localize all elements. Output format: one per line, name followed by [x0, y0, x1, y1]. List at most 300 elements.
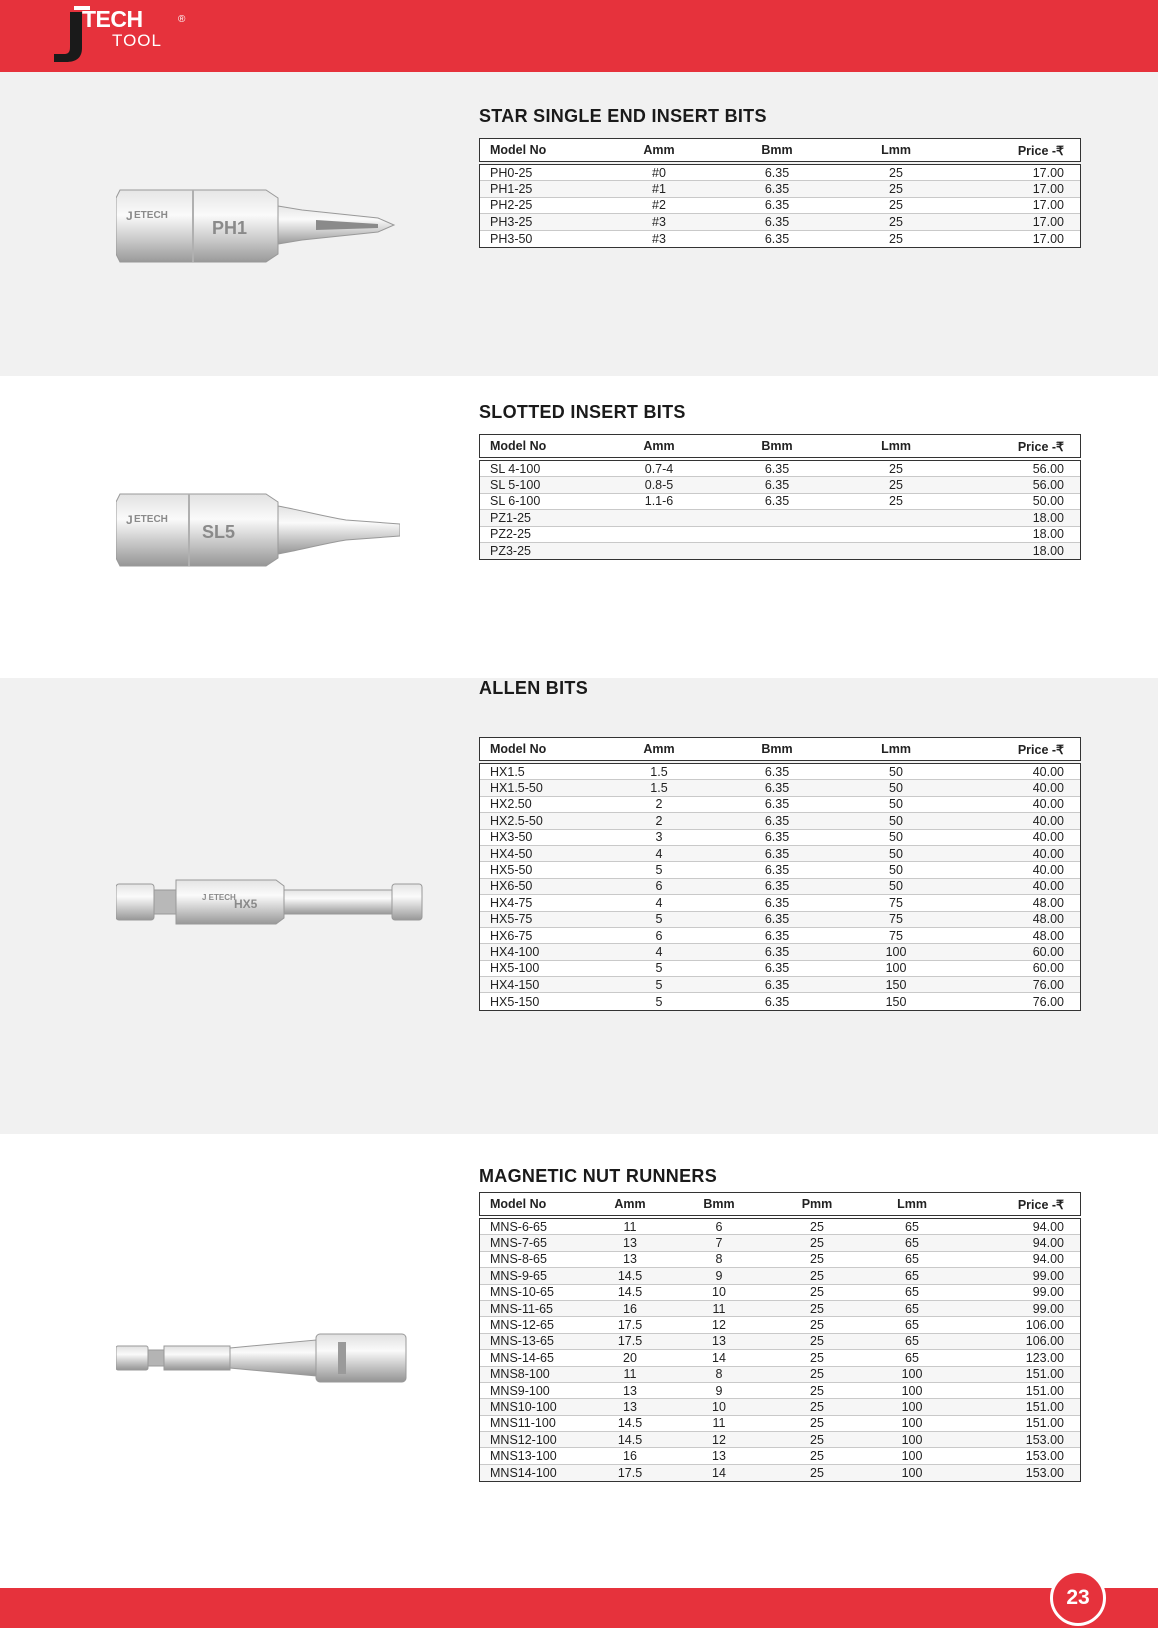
table-cell: 50 — [889, 781, 903, 796]
table-cell: 65 — [905, 1301, 919, 1316]
table-cell: 40.00 — [1032, 781, 1064, 796]
table-row — [480, 477, 1080, 493]
logo-sub-text: TOOL — [112, 31, 162, 50]
table-cell: 48.00 — [1032, 928, 1064, 943]
table-cell: 6 — [715, 1219, 723, 1234]
col-amm: Amm — [643, 143, 675, 157]
table-cell: 9 — [715, 1268, 723, 1283]
table-row — [480, 543, 1080, 559]
table-cell: MNS12-100 — [490, 1432, 557, 1447]
table-cell: #3 — [652, 231, 666, 246]
table-cell: 10 — [712, 1399, 726, 1414]
table-row — [480, 494, 1080, 510]
section-title: STAR SINGLE END INSERT BITS — [479, 106, 767, 126]
table-cell: 6.35 — [764, 478, 790, 493]
table-header — [479, 138, 1081, 162]
table-cell: 6.35 — [764, 846, 790, 861]
table-cell: 50 — [889, 764, 903, 779]
table-body — [479, 164, 1081, 248]
table-cell: 11 — [623, 1219, 637, 1234]
table-cell: 65 — [905, 1285, 919, 1300]
table-cell: 60.00 — [1032, 944, 1064, 959]
table-cell: 25 — [810, 1268, 824, 1283]
table-cell: 5 — [655, 994, 663, 1009]
table-header — [479, 1192, 1081, 1216]
table-cell: 12 — [712, 1318, 726, 1333]
table-row — [480, 879, 1080, 895]
table-cell: 25 — [889, 478, 903, 493]
table-cell: MNS-8-65 — [490, 1252, 547, 1267]
table-cell: HX4-50 — [490, 846, 533, 861]
section-title: MAGNETIC NUT RUNNERS — [479, 1166, 717, 1186]
table-cell: 18.00 — [1032, 544, 1064, 559]
table-cell: 65 — [905, 1219, 919, 1234]
table-cell: 50.00 — [1032, 494, 1064, 509]
table-cell: 10 — [712, 1285, 726, 1300]
table-cell: 4 — [655, 944, 663, 959]
table-cell: 151.00 — [1025, 1416, 1064, 1431]
col-price: Price -₹ — [1017, 742, 1064, 757]
price-table-star-bits — [479, 138, 1081, 248]
table-row — [480, 461, 1080, 477]
table-cell: SL 5-100 — [490, 478, 541, 493]
table-cell: 8 — [715, 1252, 723, 1267]
table-cell: 17.5 — [617, 1466, 643, 1481]
table-row — [480, 1350, 1080, 1366]
table-cell: 153.00 — [1025, 1466, 1064, 1481]
table-row — [480, 165, 1080, 181]
table-cell: 14.5 — [617, 1268, 643, 1283]
table-cell: HX6-75 — [490, 928, 533, 943]
col-price: Price -₹ — [1017, 1197, 1064, 1212]
table-row — [480, 928, 1080, 944]
table-cell: 6.35 — [764, 494, 790, 509]
table-cell: PZ1-25 — [490, 510, 531, 525]
table-body — [479, 1218, 1081, 1482]
table-body — [479, 460, 1081, 560]
table-cell: 6.35 — [764, 764, 790, 779]
table-row — [480, 1235, 1080, 1251]
table-cell: 1.5 — [650, 781, 668, 796]
col-price: Price -₹ — [1017, 439, 1064, 454]
table-header — [479, 737, 1081, 761]
table-cell: 150 — [885, 977, 907, 992]
col-lmm: Lmm — [881, 439, 911, 453]
table-cell: 123.00 — [1025, 1350, 1064, 1365]
svg-text:ETECH: ETECH — [134, 210, 168, 221]
table-cell: 56.00 — [1032, 478, 1064, 493]
col-model-no: Model No — [490, 1197, 547, 1211]
col-lmm: Lmm — [881, 742, 911, 756]
table-cell: HX2.50 — [490, 797, 532, 812]
table-cell: 0.8-5 — [644, 478, 674, 493]
price-table-nut-runners — [479, 1192, 1081, 1482]
table-cell: 4 — [655, 895, 663, 910]
table-cell: 40.00 — [1032, 863, 1064, 878]
table-cell: 100 — [901, 1383, 923, 1398]
table-cell: 25 — [889, 494, 903, 509]
svg-text:PH1: PH1 — [212, 218, 248, 238]
col-bmm: Bmm — [761, 143, 793, 157]
table-cell: 8 — [715, 1367, 723, 1382]
table-cell: 99.00 — [1032, 1268, 1064, 1283]
table-cell: 25 — [810, 1236, 824, 1251]
table-cell: HX3-50 — [490, 830, 533, 845]
table-cell: 6.35 — [764, 781, 790, 796]
table-row — [480, 510, 1080, 526]
table-cell: 6 — [655, 879, 663, 894]
table-row — [480, 231, 1080, 247]
table-cell: 48.00 — [1032, 895, 1064, 910]
svg-text:J: J — [126, 513, 133, 527]
table-cell: MNS-11-65 — [490, 1301, 553, 1316]
table-cell: 40.00 — [1032, 764, 1064, 779]
table-cell: 6.35 — [764, 863, 790, 878]
table-cell: HX5-100 — [490, 961, 540, 976]
table-cell: 65 — [905, 1236, 919, 1251]
table-cell: 17.00 — [1032, 165, 1064, 180]
svg-text:SL5: SL5 — [202, 522, 236, 542]
table-cell: 5 — [655, 912, 663, 927]
table-row — [480, 993, 1080, 1009]
logo-brand-text: TECH — [82, 6, 143, 32]
table-cell: MNS11-100 — [490, 1416, 556, 1431]
table-cell: 50 — [889, 797, 903, 812]
table-cell: 100 — [901, 1466, 923, 1481]
table-cell: 1.1-6 — [644, 494, 674, 509]
table-cell: 16 — [623, 1301, 637, 1316]
table-cell: 0.7-4 — [644, 461, 674, 476]
allen-bit-image — [116, 876, 428, 928]
table-cell: 153.00 — [1025, 1449, 1064, 1464]
table-cell: 100 — [885, 961, 907, 976]
table-cell: 5 — [655, 977, 663, 992]
table-cell: 6.35 — [764, 879, 790, 894]
table-cell: 99.00 — [1032, 1301, 1064, 1316]
table-cell: MNS9-100 — [490, 1383, 550, 1398]
col-bmm: Bmm — [703, 1197, 735, 1211]
table-row — [480, 181, 1080, 197]
table-cell: HX4-100 — [490, 944, 540, 959]
table-cell: 6.35 — [764, 977, 790, 992]
col-price: Price -₹ — [1017, 143, 1064, 158]
table-row — [480, 813, 1080, 829]
table-cell: 40.00 — [1032, 797, 1064, 812]
slotted-bit-image — [116, 488, 400, 570]
table-cell: MNS-9-65 — [490, 1268, 547, 1283]
table-row — [480, 1448, 1080, 1464]
table-cell: 1.5 — [650, 764, 668, 779]
table-cell: 2 — [655, 813, 663, 828]
table-cell: 25 — [889, 198, 903, 213]
table-cell: 5 — [655, 863, 663, 878]
table-cell: 14.5 — [617, 1285, 643, 1300]
table-cell: 50 — [889, 846, 903, 861]
table-cell: 40.00 — [1032, 830, 1064, 845]
table-cell: HX1.5-50 — [490, 781, 543, 796]
table-cell: MNS8-100 — [490, 1367, 550, 1382]
svg-text:HX5: HX5 — [234, 897, 258, 911]
table-cell: 6.35 — [764, 198, 790, 213]
table-cell: MNS-13-65 — [490, 1334, 554, 1349]
table-cell: 6.35 — [764, 165, 790, 180]
col-amm: Amm — [643, 439, 675, 453]
table-row — [480, 764, 1080, 780]
table-cell: HX5-150 — [490, 994, 540, 1009]
table-cell: 50 — [889, 830, 903, 845]
table-cell: 6 — [655, 928, 663, 943]
col-lmm: Lmm — [897, 1197, 927, 1211]
table-cell: 94.00 — [1032, 1236, 1064, 1251]
table-row — [480, 780, 1080, 796]
table-cell: 65 — [905, 1350, 919, 1365]
table-cell: 5 — [655, 961, 663, 976]
table-cell: 16 — [623, 1449, 637, 1464]
svg-text:J ETECH: J ETECH — [202, 893, 236, 902]
table-cell: 13 — [623, 1383, 637, 1398]
table-cell: 6.35 — [764, 182, 790, 197]
table-cell: MNS-10-65 — [490, 1285, 554, 1300]
table-cell: 11 — [712, 1416, 726, 1431]
table-cell: 6.35 — [764, 461, 790, 476]
table-cell: 76.00 — [1032, 994, 1064, 1009]
table-cell: 17.00 — [1032, 182, 1064, 197]
table-cell: 14 — [712, 1466, 726, 1481]
table-cell: 13 — [623, 1236, 637, 1251]
col-model-no: Model No — [490, 143, 547, 157]
table-cell: 17.5 — [617, 1334, 643, 1349]
table-cell: 13 — [712, 1334, 726, 1349]
table-body — [479, 763, 1081, 1011]
table-cell: 25 — [810, 1252, 824, 1267]
table-cell: 100 — [901, 1399, 923, 1414]
table-cell: 13 — [623, 1399, 637, 1414]
table-cell: 76.00 — [1032, 977, 1064, 992]
table-row — [480, 1416, 1080, 1432]
table-cell: 65 — [905, 1268, 919, 1283]
section-allen-bits — [0, 678, 1158, 1134]
table-row — [480, 846, 1080, 862]
table-cell: #0 — [652, 165, 666, 180]
table-cell: 13 — [712, 1449, 726, 1464]
table-cell: 60.00 — [1032, 961, 1064, 976]
table-cell: 6.35 — [764, 994, 790, 1009]
table-cell: 150 — [885, 994, 907, 1009]
table-cell: 25 — [810, 1399, 824, 1414]
table-cell: 14.5 — [617, 1432, 643, 1447]
table-cell: 18.00 — [1032, 527, 1064, 542]
table-cell: 40.00 — [1032, 846, 1064, 861]
table-cell: 20 — [623, 1350, 637, 1365]
table-cell: MNS-6-65 — [490, 1219, 547, 1234]
table-row — [480, 1252, 1080, 1268]
table-row — [480, 1268, 1080, 1284]
table-cell: HX2.5-50 — [490, 813, 543, 828]
table-cell: #1 — [652, 182, 666, 197]
table-cell: 25 — [810, 1285, 824, 1300]
section-title: SLOTTED INSERT BITS — [479, 402, 686, 422]
table-cell: 25 — [889, 461, 903, 476]
table-cell: 12 — [712, 1432, 726, 1447]
col-lmm: Lmm — [881, 143, 911, 157]
table-cell: 6.35 — [764, 231, 790, 246]
col-bmm: Bmm — [761, 439, 793, 453]
table-cell: 153.00 — [1025, 1432, 1064, 1447]
table-cell: 6.35 — [764, 961, 790, 976]
table-cell: 151.00 — [1025, 1399, 1064, 1414]
table-cell: MNS14-100 — [490, 1466, 557, 1481]
table-row — [480, 1334, 1080, 1350]
col-model-no: Model No — [490, 439, 547, 453]
table-cell: 25 — [810, 1219, 824, 1234]
table-row — [480, 1383, 1080, 1399]
col-pmm: Pmm — [801, 1197, 833, 1211]
table-cell: 25 — [889, 231, 903, 246]
nut-runner-image — [116, 1330, 416, 1386]
table-cell: 50 — [889, 879, 903, 894]
table-cell: SL 6-100 — [490, 494, 541, 509]
table-cell: 11 — [623, 1367, 637, 1382]
page-number-badge: 23 — [1050, 1570, 1106, 1626]
table-cell: MNS-7-65 — [490, 1236, 547, 1251]
table-cell: MNS10-100 — [490, 1399, 557, 1414]
table-cell: SL 4-100 — [490, 461, 541, 476]
table-row — [480, 527, 1080, 543]
table-row — [480, 961, 1080, 977]
table-row — [480, 944, 1080, 960]
table-header — [479, 434, 1081, 458]
table-cell: 6.35 — [764, 797, 790, 812]
table-cell: 3 — [655, 830, 663, 845]
section-slotted-bits — [0, 376, 1158, 678]
table-cell: 40.00 — [1032, 879, 1064, 894]
table-cell: 48.00 — [1032, 912, 1064, 927]
table-cell: 14 — [712, 1350, 726, 1365]
table-row — [480, 198, 1080, 214]
star-bit-image — [116, 184, 400, 266]
table-cell: 25 — [810, 1466, 824, 1481]
table-cell: PH2-25 — [490, 198, 533, 213]
table-cell: 25 — [889, 214, 903, 229]
table-cell: HX4-75 — [490, 895, 533, 910]
col-amm: Amm — [614, 1197, 646, 1211]
table-cell: 106.00 — [1025, 1334, 1064, 1349]
table-cell: 7 — [715, 1236, 723, 1251]
table-cell: PH3-25 — [490, 214, 533, 229]
table-cell: 75 — [889, 912, 903, 927]
table-cell: PZ3-25 — [490, 544, 531, 559]
table-cell: 6.35 — [764, 813, 790, 828]
table-cell: MNS13-100 — [490, 1449, 557, 1464]
price-table-allen-bits — [479, 737, 1081, 1011]
table-cell: 25 — [810, 1367, 824, 1382]
table-cell: 13 — [623, 1252, 637, 1267]
table-cell: PZ2-25 — [490, 527, 531, 542]
table-cell: 94.00 — [1032, 1219, 1064, 1234]
header-bar — [0, 0, 1158, 72]
table-cell: 100 — [901, 1449, 923, 1464]
jetech-logo — [52, 4, 212, 66]
table-cell: 106.00 — [1025, 1318, 1064, 1333]
table-cell: 99.00 — [1032, 1285, 1064, 1300]
table-cell: 25 — [810, 1301, 824, 1316]
table-cell: 25 — [889, 165, 903, 180]
col-amm: Amm — [643, 742, 675, 756]
col-bmm: Bmm — [761, 742, 793, 756]
table-cell: 50 — [889, 863, 903, 878]
table-cell: #2 — [652, 198, 666, 213]
table-row — [480, 912, 1080, 928]
table-cell: 75 — [889, 928, 903, 943]
col-model-no: Model No — [490, 742, 547, 756]
table-cell: 6.35 — [764, 830, 790, 845]
table-cell: 50 — [889, 813, 903, 828]
logo-registered-mark: ® — [178, 14, 186, 25]
table-cell: 25 — [810, 1383, 824, 1398]
footer-bar — [0, 1588, 1158, 1628]
table-cell: 11 — [712, 1301, 726, 1316]
table-cell: 4 — [655, 846, 663, 861]
table-cell: 6.35 — [764, 895, 790, 910]
price-table-slotted-bits — [479, 434, 1081, 560]
table-cell: 56.00 — [1032, 461, 1064, 476]
table-cell: 25 — [889, 182, 903, 197]
table-cell: 75 — [889, 895, 903, 910]
section-title: ALLEN BITS — [479, 678, 588, 698]
table-cell: 14.5 — [617, 1416, 643, 1431]
table-cell: 2 — [655, 797, 663, 812]
table-row — [480, 977, 1080, 993]
table-cell: 25 — [810, 1350, 824, 1365]
table-cell: 17.00 — [1032, 198, 1064, 213]
table-row — [480, 862, 1080, 878]
table-cell: #3 — [652, 214, 666, 229]
table-cell: 18.00 — [1032, 510, 1064, 525]
section-star-bits — [0, 72, 1158, 376]
table-row — [480, 797, 1080, 813]
table-row — [480, 1399, 1080, 1415]
table-cell: 25 — [810, 1318, 824, 1333]
table-row — [480, 1317, 1080, 1333]
table-cell: 151.00 — [1025, 1367, 1064, 1382]
table-cell: 17.00 — [1032, 231, 1064, 246]
table-cell: 94.00 — [1032, 1252, 1064, 1267]
table-cell: HX1.5 — [490, 764, 525, 779]
table-cell: 6.35 — [764, 912, 790, 927]
table-cell: 100 — [901, 1432, 923, 1447]
table-row — [480, 1285, 1080, 1301]
table-cell: 6.35 — [764, 944, 790, 959]
table-cell: 65 — [905, 1252, 919, 1267]
table-cell: 151.00 — [1025, 1383, 1064, 1398]
table-row — [480, 830, 1080, 846]
table-cell: 100 — [901, 1367, 923, 1382]
table-cell: 6.35 — [764, 214, 790, 229]
table-cell: 6.35 — [764, 928, 790, 943]
table-cell: 100 — [885, 944, 907, 959]
table-cell: PH1-25 — [490, 182, 533, 197]
section-magnetic-nut-runners — [0, 1134, 1158, 1588]
table-cell: 17.00 — [1032, 214, 1064, 229]
table-cell: MNS-12-65 — [490, 1318, 554, 1333]
table-row — [480, 1465, 1080, 1481]
table-cell: PH3-50 — [490, 231, 533, 246]
table-cell: 17.5 — [617, 1318, 643, 1333]
table-row — [480, 1219, 1080, 1235]
table-row — [480, 895, 1080, 911]
table-cell: 65 — [905, 1318, 919, 1333]
table-cell: HX5-75 — [490, 912, 533, 927]
